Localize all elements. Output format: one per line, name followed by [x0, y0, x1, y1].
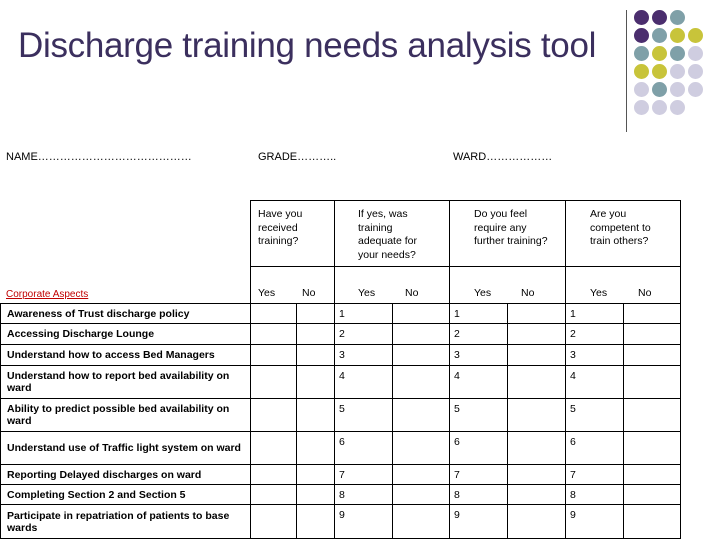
decorative-dot [634, 82, 649, 97]
answer-cell-no[interactable] [508, 399, 566, 432]
row-number: 7 [335, 465, 393, 485]
row-number: 3 [335, 345, 393, 366]
decorative-dot [670, 100, 685, 115]
row-number: 4 [566, 366, 624, 399]
answer-cell-no[interactable] [624, 399, 681, 432]
decorative-dot [652, 82, 667, 97]
question-received-training: Have you received training? [258, 208, 303, 247]
answer-cell-no[interactable] [508, 324, 566, 345]
page-title: Discharge training needs analysis tool [18, 26, 597, 65]
question-competent-train: Are you competent to train others? [590, 208, 651, 247]
name-field[interactable]: NAME…………………………………… [6, 151, 192, 163]
answer-cell-yes[interactable] [251, 304, 297, 324]
question-training-adequate: If yes, was training adequate for your needs? [358, 208, 417, 261]
answer-cell-no[interactable] [624, 485, 681, 505]
table-row [1, 505, 681, 539]
training-grid [0, 200, 681, 539]
question-header-row [1, 201, 681, 267]
decorative-dot [634, 46, 649, 61]
row-label: Completing Section 2 and Section 5 [1, 485, 251, 505]
decorative-dot [670, 82, 685, 97]
answer-cell-no[interactable] [393, 366, 450, 399]
table-row [1, 366, 681, 399]
row-number: 9 [450, 505, 508, 539]
decorative-dot [652, 100, 667, 115]
answer-cell-yes[interactable] [251, 505, 297, 539]
row-label: Reporting Delayed discharges on ward [1, 465, 251, 485]
ward-field[interactable]: WARD……………… [453, 151, 553, 163]
answer-cell-yes[interactable] [251, 432, 297, 465]
answer-cell-no[interactable] [624, 432, 681, 465]
decorative-dot [670, 46, 685, 61]
row-number: 1 [566, 304, 624, 324]
grade-field[interactable]: GRADE……….. [258, 151, 337, 163]
title-divider [626, 10, 627, 132]
yes-label: Yes [358, 287, 376, 299]
row-number: 2 [566, 324, 624, 345]
answer-cell-no[interactable] [297, 304, 335, 324]
decorative-dot [670, 10, 685, 25]
answer-cell-yes[interactable] [251, 366, 297, 399]
answer-cell-no[interactable] [393, 399, 450, 432]
row-label: Accessing Discharge Lounge [1, 324, 251, 345]
decorative-dot [634, 28, 649, 43]
no-label: No [405, 287, 419, 299]
row-number: 2 [450, 324, 508, 345]
answer-cell-yes[interactable] [251, 465, 297, 485]
decorative-dot-grid [634, 10, 720, 120]
decorative-dot [652, 64, 667, 79]
yes-no-header-row [1, 267, 681, 304]
answer-cell-no[interactable] [624, 345, 681, 366]
row-label: Awareness of Trust discharge policy [1, 304, 251, 324]
row-number: 8 [566, 485, 624, 505]
decorative-dot [634, 64, 649, 79]
row-number: 7 [566, 465, 624, 485]
table-row [1, 432, 681, 465]
decorative-dot [688, 64, 703, 79]
answer-cell-no[interactable] [297, 432, 335, 465]
answer-cell-no[interactable] [297, 324, 335, 345]
answer-cell-no[interactable] [508, 465, 566, 485]
no-label: No [302, 287, 316, 299]
answer-cell-no[interactable] [297, 366, 335, 399]
row-number: 3 [450, 345, 508, 366]
answer-cell-no[interactable] [624, 304, 681, 324]
row-number: 3 [566, 345, 624, 366]
answer-cell-no[interactable] [393, 345, 450, 366]
row-label: Understand use of Traffic light system on ward [1, 432, 251, 465]
answer-cell-no[interactable] [393, 505, 450, 539]
row-number: 4 [450, 366, 508, 399]
no-label: No [638, 287, 652, 299]
header-spacer [1, 201, 251, 267]
yes-no-cell [566, 267, 681, 304]
yes-label: Yes [590, 287, 608, 299]
yes-label: Yes [258, 287, 276, 299]
answer-cell-no[interactable] [508, 304, 566, 324]
row-label: Ability to predict possible bed availability on ward [1, 399, 251, 432]
row-number: 5 [335, 399, 393, 432]
decorative-dot [688, 46, 703, 61]
no-label: No [521, 287, 535, 299]
row-number: 7 [450, 465, 508, 485]
answer-cell-no[interactable] [624, 366, 681, 399]
table-row [1, 304, 681, 324]
row-number: 8 [335, 485, 393, 505]
row-number: 5 [450, 399, 508, 432]
row-number: 6 [335, 432, 393, 465]
answer-cell-no[interactable] [624, 465, 681, 485]
answer-cell-no[interactable] [393, 465, 450, 485]
table-row [1, 485, 681, 505]
row-number: 9 [335, 505, 393, 539]
decorative-dot [634, 10, 649, 25]
decorative-dot [688, 28, 703, 43]
answer-cell-no[interactable] [297, 485, 335, 505]
answer-cell-no[interactable] [393, 304, 450, 324]
row-number: 2 [335, 324, 393, 345]
answer-cell-yes[interactable] [251, 345, 297, 366]
row-number: 5 [566, 399, 624, 432]
decorative-dot [670, 64, 685, 79]
table-row [1, 345, 681, 366]
decorative-dot [634, 100, 649, 115]
row-label: Participate in repatriation of patients to base wards [1, 505, 251, 539]
decorative-dot [670, 28, 685, 43]
table-row [1, 324, 681, 345]
answer-cell-yes[interactable] [251, 485, 297, 505]
answer-cell-no[interactable] [624, 324, 681, 345]
row-number: 1 [335, 304, 393, 324]
row-number: 9 [566, 505, 624, 539]
answer-cell-no[interactable] [297, 345, 335, 366]
answer-cell-no[interactable] [508, 505, 566, 539]
yes-no-cell [335, 267, 450, 304]
answer-cell-no[interactable] [297, 465, 335, 485]
answer-cell-no[interactable] [393, 324, 450, 345]
yes-label: Yes [474, 287, 492, 299]
answer-cell-no[interactable] [508, 345, 566, 366]
row-number: 1 [450, 304, 508, 324]
question-further-training: Do you feel require any further training? [474, 208, 548, 247]
yes-no-cell [450, 267, 566, 304]
row-number: 4 [335, 366, 393, 399]
answer-cell-no[interactable] [297, 505, 335, 539]
row-label: Understand how to report bed availability on ward [1, 366, 251, 399]
answer-cell-no[interactable] [624, 505, 681, 539]
row-label: Understand how to access Bed Managers [1, 345, 251, 366]
answer-cell-no[interactable] [508, 366, 566, 399]
answer-cell-yes[interactable] [251, 324, 297, 345]
answer-cell-no[interactable] [297, 399, 335, 432]
row-number: 6 [566, 432, 624, 465]
decorative-dot [652, 10, 667, 25]
row-number: 8 [450, 485, 508, 505]
section-label: Corporate Aspects [6, 289, 89, 300]
table-row [1, 399, 681, 432]
answer-cell-no[interactable] [393, 485, 450, 505]
table-row [1, 465, 681, 485]
row-number: 6 [450, 432, 508, 465]
answer-cell-no[interactable] [508, 432, 566, 465]
decorative-dot [652, 46, 667, 61]
answer-cell-no[interactable] [508, 485, 566, 505]
decorative-dot [688, 82, 703, 97]
answer-cell-no[interactable] [393, 432, 450, 465]
decorative-dot [652, 28, 667, 43]
answer-cell-yes[interactable] [251, 399, 297, 432]
